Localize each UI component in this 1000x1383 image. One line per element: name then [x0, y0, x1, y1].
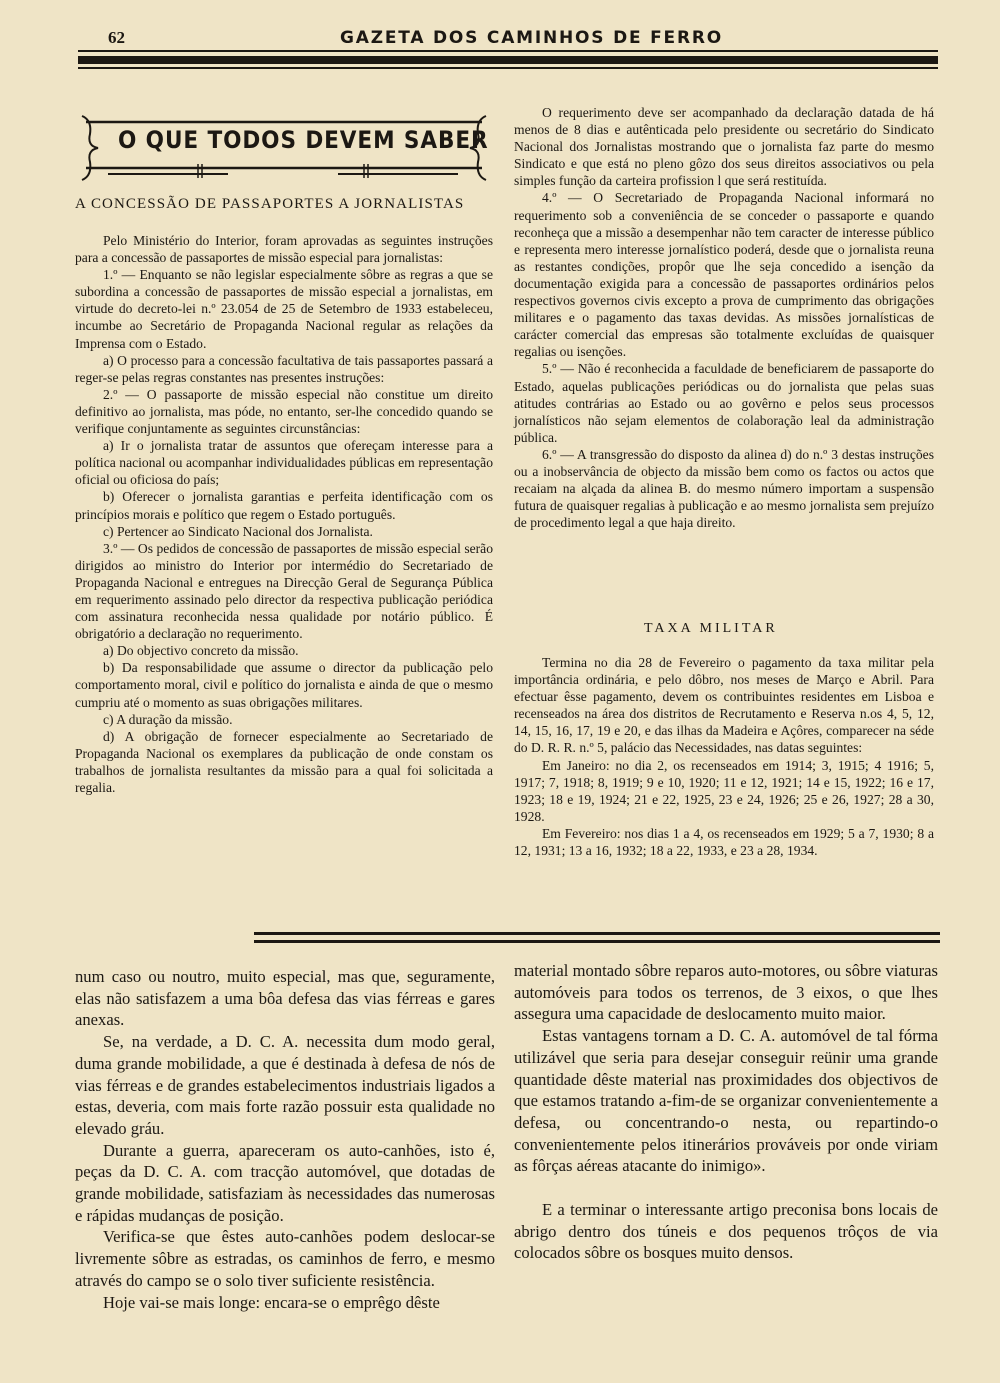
paragraph: 1.º — Enquanto se não legislar especialmente sôbre as regras a que se subordina a concessão de passaportes de missão especial a jornalistas, em virtude do decreto-lei n.º 23.054 de 25 de Setembro de 1933 estabeleceu, incumbe ao Secretário de Propaganda Nacional regular as relações da Imprensa com o Estado. [75, 267, 493, 351]
paragraph: c) A duração da missão. [103, 711, 233, 727]
paragraph: Se, na verdade, a D. C. A. necessita dum modo geral, duma grande mobilidade, a que é destinada à defesa de nós de vias férreas e de grandes estabelecimentos industriais ligados a estas, deveria, com mais forte razão possuir esta qualidade no elevado gráu. [75, 1032, 495, 1138]
paragraph: O requerimento deve ser acompanhado da declaração datada de há menos de 8 dias e autênticada pelo presidente ou secretário do Sindicato Nacional dos Jornalistas mostrando que o jornalista faz parte do mesmo Sindicato e que está no pleno gôzo dos seus direitos associativos ou pela simples função da carteira profission l que será restituída. [514, 105, 934, 189]
continued-column-right [514, 960, 938, 1264]
paragraph: 4.º — O Secretariado de Propaganda Nacional informará no requerimento sob a conveniência de se conceder o passaporte e quando reconheça que a missão a desempenhar não tem caracter de interesse público e representa mero interesse jornalístico poderá, desde que o jornalista reuna as restantes condições, propôr que lhe seja concedido a isenção da documentação exigida para a concessão de passaportes ordinários pelos respectivos governos civis excepto a prova de cumprimento das obrigações militares e o pagamento das taxas devidas. As missões jornalísticas de carácter comercial das empresas são totalmente excluídas de quaisquer regalias ou isenções. [514, 190, 934, 360]
paragraph: num caso ou noutro, muito especial, mas que, seguramente, elas não satisfazem a uma bôa defesa das vias férreas e gares anexas. [75, 967, 495, 1030]
article-subtitle: A CONCESSÃO DE PASSAPORTES A JORNALISTAS [75, 196, 465, 212]
paragraph: b) Da responsabilidade que assume o director da publicação pelo comportamento moral, civil e político do jornalista e ainda de que o mesmo cumpriu até o momento as suas obrigações militares. [75, 660, 493, 710]
paragraph: Estas vantagens tornam a D. C. A. automóvel de tal fórma utilizável que seria para desejar conseguir reünir uma grande quantidade dêste material nas proximidades dos objectivos de que estamos tratando a-fim-de se organizar convenientemente a defesa, ou concentrando-o nesta, ou repartindo-o convenientemente pelos itinerários prováveis por onde viriam as fôrças aéreas atacante do inimigo». [514, 1026, 938, 1176]
paragraph: Em Fevereiro: nos dias 1 a 4, os recenseados em 1929; 5 a 7, 1930; 8 a 12, 1931; 13 a 16, 1932; 18 a 22, 1933, e 23 a 28, 1934. [514, 825, 934, 859]
banner-title: O QUE TODOS DEVEM SABER [118, 126, 489, 154]
continued-column-left [75, 966, 495, 1313]
paragraph: Pelo Ministério do Interior, foram aprovadas as seguintes instruções para a concessão de passaportes de missão especial para jornalistas: [75, 233, 493, 266]
paragraph: Em Janeiro: no dia 2, os recenseados em 1914; 3, 1915; 4 1916; 5, 1917; 7, 1918; 8, 1919; 9 e 10, 1920; 11 e 12, 1921; 14 e 15, 1922; 16 e 17, 1923; 18 e 19, 1924; 21 e 22, 1925, 23 e 24, 1926; 25 e 26, 1927; 28 a 30, 1928. [514, 757, 934, 824]
paragraph: E a terminar o interessante artigo preconisa bons locais de abrigo dentro dos túneis e dos pequenos trôços de via colocados sôbre os bosques muito densos. [514, 1200, 938, 1263]
article1-column-right [514, 104, 934, 531]
paragraph: a) Ir o jornalista tratar de assuntos que ofereçam interesse para a política nacional ou acompanhar individualidades públicas em representação oficial ou oficiosa do país; [75, 438, 493, 488]
paragraph: d) A obrigação de fornecer especialmente ao Secretariado de Propaganda Nacional os exemplares da publicação de onde constam os trabalhos de jornalista resultantes da missão para a qual foi solicitada a regalia. [75, 728, 493, 795]
paragraph: 6.º — A transgressão do disposto da alinea d) do n.º 3 destas instruções ou a inobservância de objecto da missão bem como os factos ou actos que recaiam na alçada da alinea B. do mesmo número importam a suspensão futura de quaisquer regalias à publicação e ao mesmo jornalista sem prejuízo de procedimento legal a que haja direito. [514, 446, 934, 531]
paragraph: a) O processo para a concessão facultativa de tais passaportes passará a reger-se pelas regras constantes nas presentes instruções: [75, 352, 493, 385]
paragraph: 2.º — O passaporte de missão especial não constitue um direito definitivo ao jornalista, mas póde, no entanto, ser-lhe concedido quando se verifique conjuntamente as seguintes circunstâncias: [75, 386, 493, 437]
paragraph: material montado sôbre reparos auto-motores, ou sôbre viaturas automóveis para todos os terrenos, de 3 eixos, o que lhes assegura uma capacidade de deslocamento muito maior. [514, 961, 938, 1024]
section-divider [254, 940, 940, 943]
paragraph: b) Oferecer o jornalista garantias e perfeita identificação com os princípios morais e político que regem o Estado português. [75, 489, 493, 522]
article1-column-left [75, 232, 493, 796]
article2-column [514, 654, 934, 859]
paragraph: Verifica-se que êstes auto-canhões podem deslocar-se livremente sôbre as estradas, os caminhos de ferro, e mesmo através do campo se o solo tiver suficiente resistência. [75, 1227, 495, 1290]
header-rules [78, 50, 938, 73]
paragraph: a) Do objectivo concreto da missão. [103, 643, 299, 659]
paragraph: 5.º — Não é reconhecida a faculdade de beneficiarem de passaporte do Estado, aquelas publicações periódicas ou do jornalista que pelas suas atitudes contrárias ao Estado ou ao govêrno e pelos seus processos jornalísticos não sejam elementos de colaboração leal da administração pública. [514, 361, 934, 445]
section-divider [254, 932, 940, 935]
paragraph: Durante a guerra, apareceram os auto-canhões, isto é, peças da D. C. A. com tracção automóvel, que dotadas de grande mobilidade, satisfaziam às necessidades das numerosas e rápidas mudanças de posição. [75, 1140, 495, 1225]
paragraph: Hoje vai-se mais longe: encara-se o emprêgo dêste [103, 1292, 440, 1312]
paragraph: Termina no dia 28 de Fevereiro o pagamento da taxa militar pela importância ordinária, e pelo dôbro, nos meses de Março e Abril. Para efectuar êsse pagamento, devem os contribuintes residentes em Lisboa e recenseados na área dos distritos de Recrutamento e Reserva n.os 4, 5, 12, 14, 15, 16, 17, 19 e 20, e das ilhas da Madeira e Açôres, comparecer na séde do D. R. R. n.º 5, palácio das Necessidades, nas datas seguintes: [514, 655, 934, 756]
paragraph: 3.º — Os pedidos de concessão de passaportes de missão especial serão dirigidos ao ministro do Interior por intermédio do Secretariado de Propaganda Nacional e entregues na Direcção Geral de Segurança Pública em requerimento assinado pelo director da respectiva publicação periódica com assinatura reconhecida nessa qualidade por notário público. É obrigatório a declaração no requerimento. [75, 540, 493, 642]
page-number: 62 [108, 28, 125, 47]
section-title-taxa-militar: TAXA MILITAR [644, 621, 778, 636]
running-title: GAZETA DOS CAMINHOS DE FERRO [340, 28, 723, 48]
paragraph: c) Pertencer ao Sindicato Nacional dos Jornalista. [103, 523, 373, 539]
